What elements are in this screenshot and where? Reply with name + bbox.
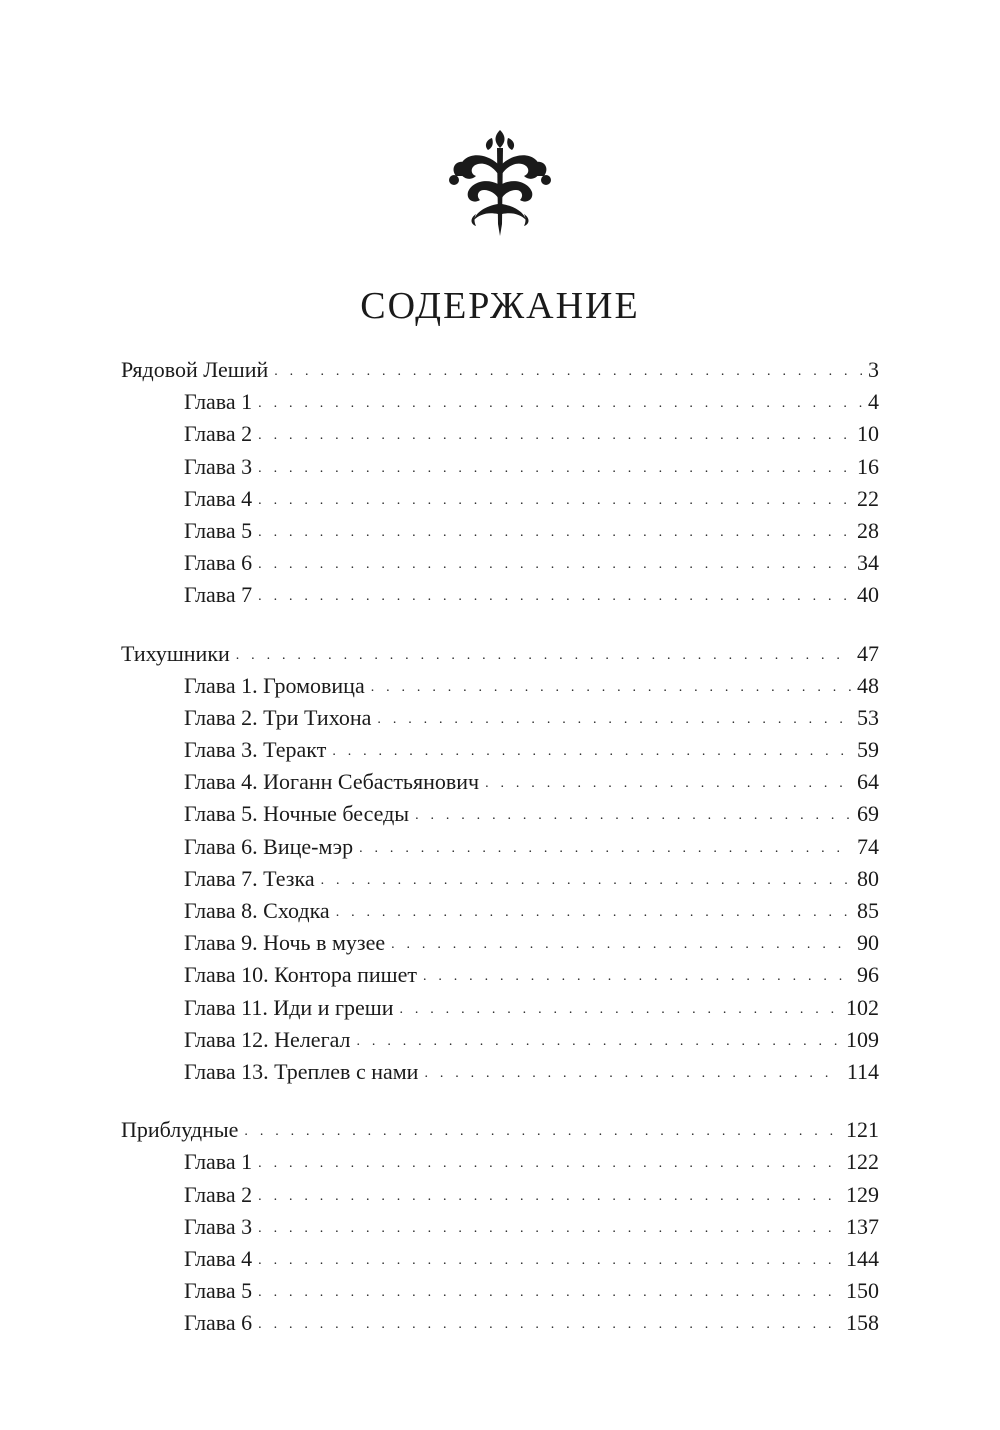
toc-chapter-entry [121,1275,879,1307]
toc-chapter-entry [121,386,879,418]
dot-leader [258,581,851,613]
toc-chapter-title: Глава 5. Ночные беседы [184,801,410,827]
toc-page-number: 69 [857,801,879,827]
dot-leader [258,517,851,549]
toc-page-number: 10 [857,421,879,447]
dot-leader [485,768,851,800]
toc-chapter-title: Глава 4 [184,1245,253,1271]
table-of-contents [121,354,879,1365]
toc-chapter-title: Глава 8. Сходка [184,898,330,923]
toc-chapter-title: Глава 6 [184,1310,253,1336]
toc-chapter-entry [121,702,879,734]
toc-chapter-entry [121,895,879,927]
toc-chapter-title: Глава 9. Ночь в музее [184,930,386,956]
toc-page-number: 144 [846,1245,879,1271]
dot-leader [424,1058,840,1090]
toc-chapter-title: Глава 2 [184,1181,253,1207]
toc-page-number: 3 [868,357,879,382]
toc-chapter-title: Глава 12. Нелегал [184,1026,351,1052]
toc-chapter-title: Глава 3. Теракт [184,737,327,763]
toc-chapter-title: Глава 4 [184,485,253,511]
dot-leader [423,961,851,993]
dot-leader [236,640,851,672]
toc-part-heading [121,1114,879,1146]
toc-chapter-entry [121,1243,879,1275]
toc-page-number: 74 [857,833,879,859]
toc-page-number: 4 [868,389,879,415]
toc-chapter-entry [121,579,879,611]
toc-chapter-entry [121,831,879,863]
dot-leader [258,1213,840,1245]
dot-leader [258,1181,840,1213]
toc-page-number: 34 [857,550,879,576]
toc-chapter-entry [121,798,879,830]
toc-chapter-title: Глава 7 [184,582,253,608]
toc-page-number: 158 [846,1310,879,1336]
toc-page-number: 28 [857,517,879,543]
toc-chapter-title: Глава 1. Громовица [184,672,365,698]
toc-chapter-title: Глава 6 [184,550,253,576]
toc-chapter-title: Глава 11. Иди и греши [184,994,394,1020]
dot-leader [391,929,851,961]
dot-leader [332,736,851,768]
toc-chapter-entry [121,1024,879,1056]
toc-chapter-entry [121,670,879,702]
toc-chapter-entry [121,1056,879,1088]
dot-leader [258,388,862,420]
toc-chapter-title: Глава 2 [184,421,253,447]
toc-page-number: 137 [846,1213,879,1239]
dot-leader [359,833,851,865]
toc-chapter-entry [121,1211,879,1243]
toc-chapter-entry [121,734,879,766]
dot-leader [377,704,851,736]
dot-leader [258,485,851,517]
toc-part [121,354,879,612]
toc-chapter-entry [121,1146,879,1178]
dot-leader [258,453,851,485]
toc-chapter-title: Глава 1 [184,389,253,415]
dot-leader [258,420,851,452]
toc-page-number: 22 [857,485,879,511]
toc-page-number: 59 [857,737,879,763]
toc-page-number: 47 [857,640,879,666]
toc-page-number: 48 [857,672,879,698]
dot-leader [357,1026,840,1058]
dot-leader [415,800,851,832]
toc-chapter-title: Глава 5 [184,517,253,543]
toc-chapter-entry [121,418,879,450]
toc-chapter-entry [121,451,879,483]
toc-page-number: 64 [857,769,879,795]
toc-chapter-entry [121,1307,879,1339]
dot-leader [258,549,851,581]
toc-page-number: 85 [857,898,879,923]
dot-leader [274,356,862,388]
toc-part [121,638,879,1089]
dot-leader [258,1309,840,1341]
toc-chapter-title: Глава 6. Вице-мэр [184,833,354,859]
toc-page-number: 122 [846,1149,879,1175]
dot-leader [258,1277,840,1309]
toc-chapter-entry [121,1179,879,1211]
dot-leader [321,865,851,897]
floral-ornament-icon [442,124,558,240]
toc-page-number: 114 [846,1058,879,1084]
toc-page-number: 150 [846,1278,879,1304]
toc-chapter-title: Глава 5 [184,1278,253,1304]
toc-page-number: 40 [857,582,879,608]
toc-chapter-entry [121,515,879,547]
toc-page-number: 80 [857,865,879,891]
toc-part-title: Приблудные [121,1117,239,1143]
toc-chapter-title: Глава 13. Треплев с нами [184,1058,419,1084]
toc-chapter-title: Глава 4. Иоганн Себастьянович [184,769,480,795]
toc-chapter-title: Глава 3 [184,453,253,479]
toc-page-number: 129 [846,1181,879,1207]
toc-page-number: 121 [846,1117,879,1143]
toc-part [121,1114,879,1339]
dot-leader [258,1245,840,1277]
toc-page-number: 109 [846,1026,879,1052]
dot-leader [371,672,851,704]
toc-part-heading [121,354,879,386]
toc-chapter-entry [121,547,879,579]
toc-page-number: 90 [857,930,879,956]
dot-leader [244,1116,840,1148]
toc-chapter-title: Глава 7. Тезка [184,865,315,891]
toc-page-number: 53 [857,704,879,730]
toc-chapter-entry [121,483,879,515]
toc-chapter-entry [121,863,879,895]
dot-leader [399,994,840,1026]
dot-leader [258,1148,840,1180]
toc-chapter-entry [121,927,879,959]
toc-part-heading [121,638,879,670]
toc-chapter-title: Глава 1 [184,1149,253,1175]
dot-leader [336,897,851,929]
toc-chapter-entry [121,766,879,798]
toc-page-number: 96 [857,962,879,988]
toc-chapter-entry [121,992,879,1024]
toc-page-number: 102 [846,994,879,1020]
toc-chapter-title: Глава 3 [184,1213,253,1239]
toc-part-title: Тихушники [121,640,230,666]
toc-page-number: 16 [857,453,879,479]
toc-chapter-title: Глава 10. Контора пишет [184,962,417,988]
page-title: СОДЕРЖАНИЕ [360,285,640,327]
toc-chapter-title: Глава 2. Три Тихона [184,704,372,730]
toc-chapter-entry [121,959,879,991]
toc-part-title: Рядовой Леший [121,357,269,382]
